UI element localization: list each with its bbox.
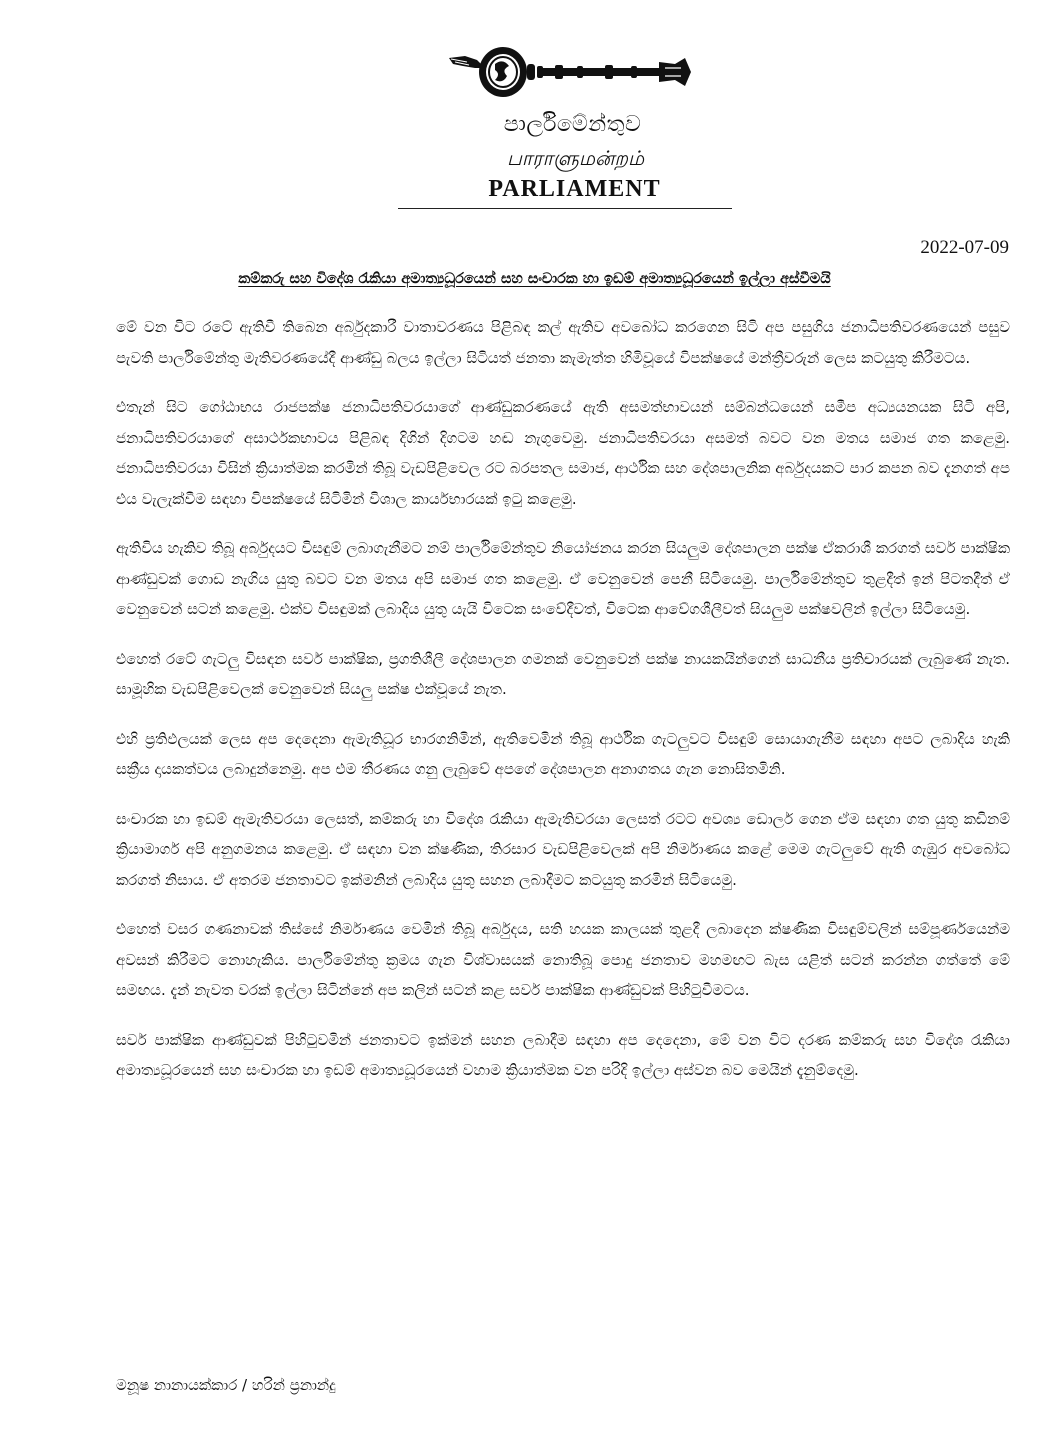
paragraph: එහෙත් රටේ ගැටලු විසඳන සර්ව පාක්ෂික, ප්‍රගතිශීලී දේශපාලන ගමනක් වෙනුවෙන් පක්ෂ නායකයින්ගෙන් සාධනීය ප්‍රතිචාරයක් ලැබුණේ නැත. සාමූහික වැඩපිළිවෙලක් වෙනුවෙන් සියලු පක්ෂ එක්වූයේ නැත.: [116, 649, 1010, 698]
paragraph: සංචාරක හා ඉඩම් ඇමැතිවරයා ලෙසත්, කම්කරු හා විදේශ රැකියා ඇමැතිවරයා ලෙසත් රටට අවශ්‍ය ඩොලර් ගෙන ඒම සඳහා ගත යුතු කඩිනම් ක්‍රියාමාර්ග අපි අනුගමනය කළෙමු. ඒ සඳහා වන ක්ෂණික, තිරසාර වැඩපිළිවෙලක් අපි නිර්මාණය කළේ මෙම ගැටලුවේ ඇති ගැඹුර අවබෝධ කරගත් නිසාය. ඒ අතරම ජනතාවට ඉක්මනින් ලබාදිය යුතු සහන ලබාදීමට කටයුතු කරමින් සිටියෙමු.: [116, 809, 1010, 889]
document-body: [116, 312, 1010, 1105]
paragraph: මේ වන විට රටේ ඇතිවී තිබෙන අර්බුදකාරී වාතාවරණය පිළිබඳ කල් ඇතිව අවබෝධ කරගෙන සිටි අප පසුගිය ජනාධිපතිවරණයෙන් පසුව පැවති පාර්ලිමේන්තු මැතිවරණයේදී ආණ්ඩු බලය ඉල්ලා සිටියත් ජනතා කැමැත්ත හිමිවූයේ විපක්ෂයේ මන්ත්‍රීවරුන් ලෙස කටයුතු කිරීමටය.: [116, 318, 1010, 367]
paragraph: සර්ව පාක්ෂික ආණ්ඩුවක් පිහිටුවමින් ජනතාවට ඉක්මන් සහන ලබාදීම සඳහා අප දෙදෙනා, මේ වන විට දරණ කම්කරු සහ විදේශ රැකියා අමාත්‍යධූරයෙන් සහ සංචාරක හා ඉඩම් අමාත්‍යධූරයෙන් වහාම ක්‍රියාත්මක වන පරිදි ඉල්ලා අස්වන බව මෙයින් දැනුම්දෙමු.: [116, 1030, 1010, 1079]
paragraph: එතැන් සිට ගෝඨාභය රාජපක්ෂ ජනාධිපතිවරයාගේ ආණ්ඩුකරණයේ ඇති අසමත්භාවයන් සම්බන්ධයෙන් සමීප අධ්‍යයනයක සිටි අපි, ජනාධිපතිවරයාගේ අසාර්ථකභාවය පිළිබඳ දිගින් දිගටම හඬ නැගුවෙමු. ජනාධිපතිවරයා අසමත් බවට වන මතය සමාජ ගත කළෙමු. ජනාධිපතිවරයා විසින් ක්‍රියාත්මක කරමින් තිබූ වැඩපිළිවෙල රට බරපතල සමාජ, ආර්ථික සහ දේශපාලනික අර්බුදයකට පාර කපන බව දැනගත් අප එය වැලැක්වීම සඳහා විපක්ෂයේ සිටිමින් විශාල කාර්යභාරයක් ඉටු කළෙමු.: [116, 398, 1010, 508]
release-date: 2022-07-09: [920, 237, 1009, 258]
header-tamil: பாராளுமன்றம்: [506, 146, 645, 170]
paragraph: එහි ප්‍රතිඵලයක් ලෙස අප දෙදෙනා ඇමැතිධූර භාරගනිමින්, ඇතිවෙමින් තිබූ ආර්ථික ගැටලුවට විසඳුම් සොයාගැනීම සඳහා අපට ලබාදිය හැකි සක්‍රීය දායකත්වය ලබාදුන්නෙමු. අප එම තීරණය ගනු ලැබුවේ අපගේ දේශපාලන අනාගතය ගැන නොසිතමිනි.: [116, 729, 1010, 778]
parliament-mace-emblem: [445, 38, 695, 108]
paragraph: ඇතිවිය හැකිව තිබූ අර්බුදයට විසඳුම් ලබාගැනීමට නම් පාර්ලිමේන්තුව නියෝජනය කරන සියලුම දේශපාලන පක්ෂ ඒකරාශී කරගත් සර්ව පාක්ෂික ආණ්ඩුවක් ගොඩ නැගිය යුතු බවට වන මතය අපි සමාජ ගත කළෙමු. ඒ වෙනුවෙන් පෙනී සිටියෙමු. පාර්ලිමේන්තුව තුළදීත් ඉන් පිටතදීත් ඒ වෙනුවෙන් සටන් කළෙමු. එක්ව විසඳුමක් ලබාදිය යුතු යැයි විටෙක සංවේදීවත්, විටෙක ආවේගශීලීවත් සියලුම පක්ෂවලින් ඉල්ලා සිටියෙමු.: [116, 539, 1010, 618]
header-english: PARLIAMENT: [488, 176, 661, 202]
signature-line: මනූෂ නානායක්කාර / හරින් ප්‍රනාන්දු: [116, 1376, 336, 1394]
header-sinhala: පාර්ලිමේන්තුව: [503, 112, 642, 137]
document-title: කම්කරු සහ විදේශ රැකියා අමාත්‍යධූරයෙන් සහ සංචාරක හා ඉඩම් අමාත්‍යධූරයෙන් ඉල්ලා අස්වීමයි: [238, 271, 831, 287]
paragraph: එහෙත් වසර ගණනාවක් තිස්සේ නිර්මාණය වෙමින් තිබූ අර්බුදය, සති හයක කාලයක් තුළදී ලබාදෙන ක්ෂණික විසඳුම්වලින් සම්පූර්ණයෙන්ම අවසන් කිරීමට නොහැකිය. පාර්ලිමේන්තු ක්‍රමය ගැන විශ්වාසයක් නොතිබූ පොදු ජනතාව මහමඟට බැස යළිත් සටන් කරන්න ගත්තේ මේ සමඟය. දැන් නැවත වරක් ඉල්ලා සිටින්නේ අප කලින් සටන් කළ සර්ව පාක්ෂික ආණ්ඩුවක් පිහිටුවීමටය.: [116, 920, 1010, 999]
header-divider: [398, 208, 732, 209]
